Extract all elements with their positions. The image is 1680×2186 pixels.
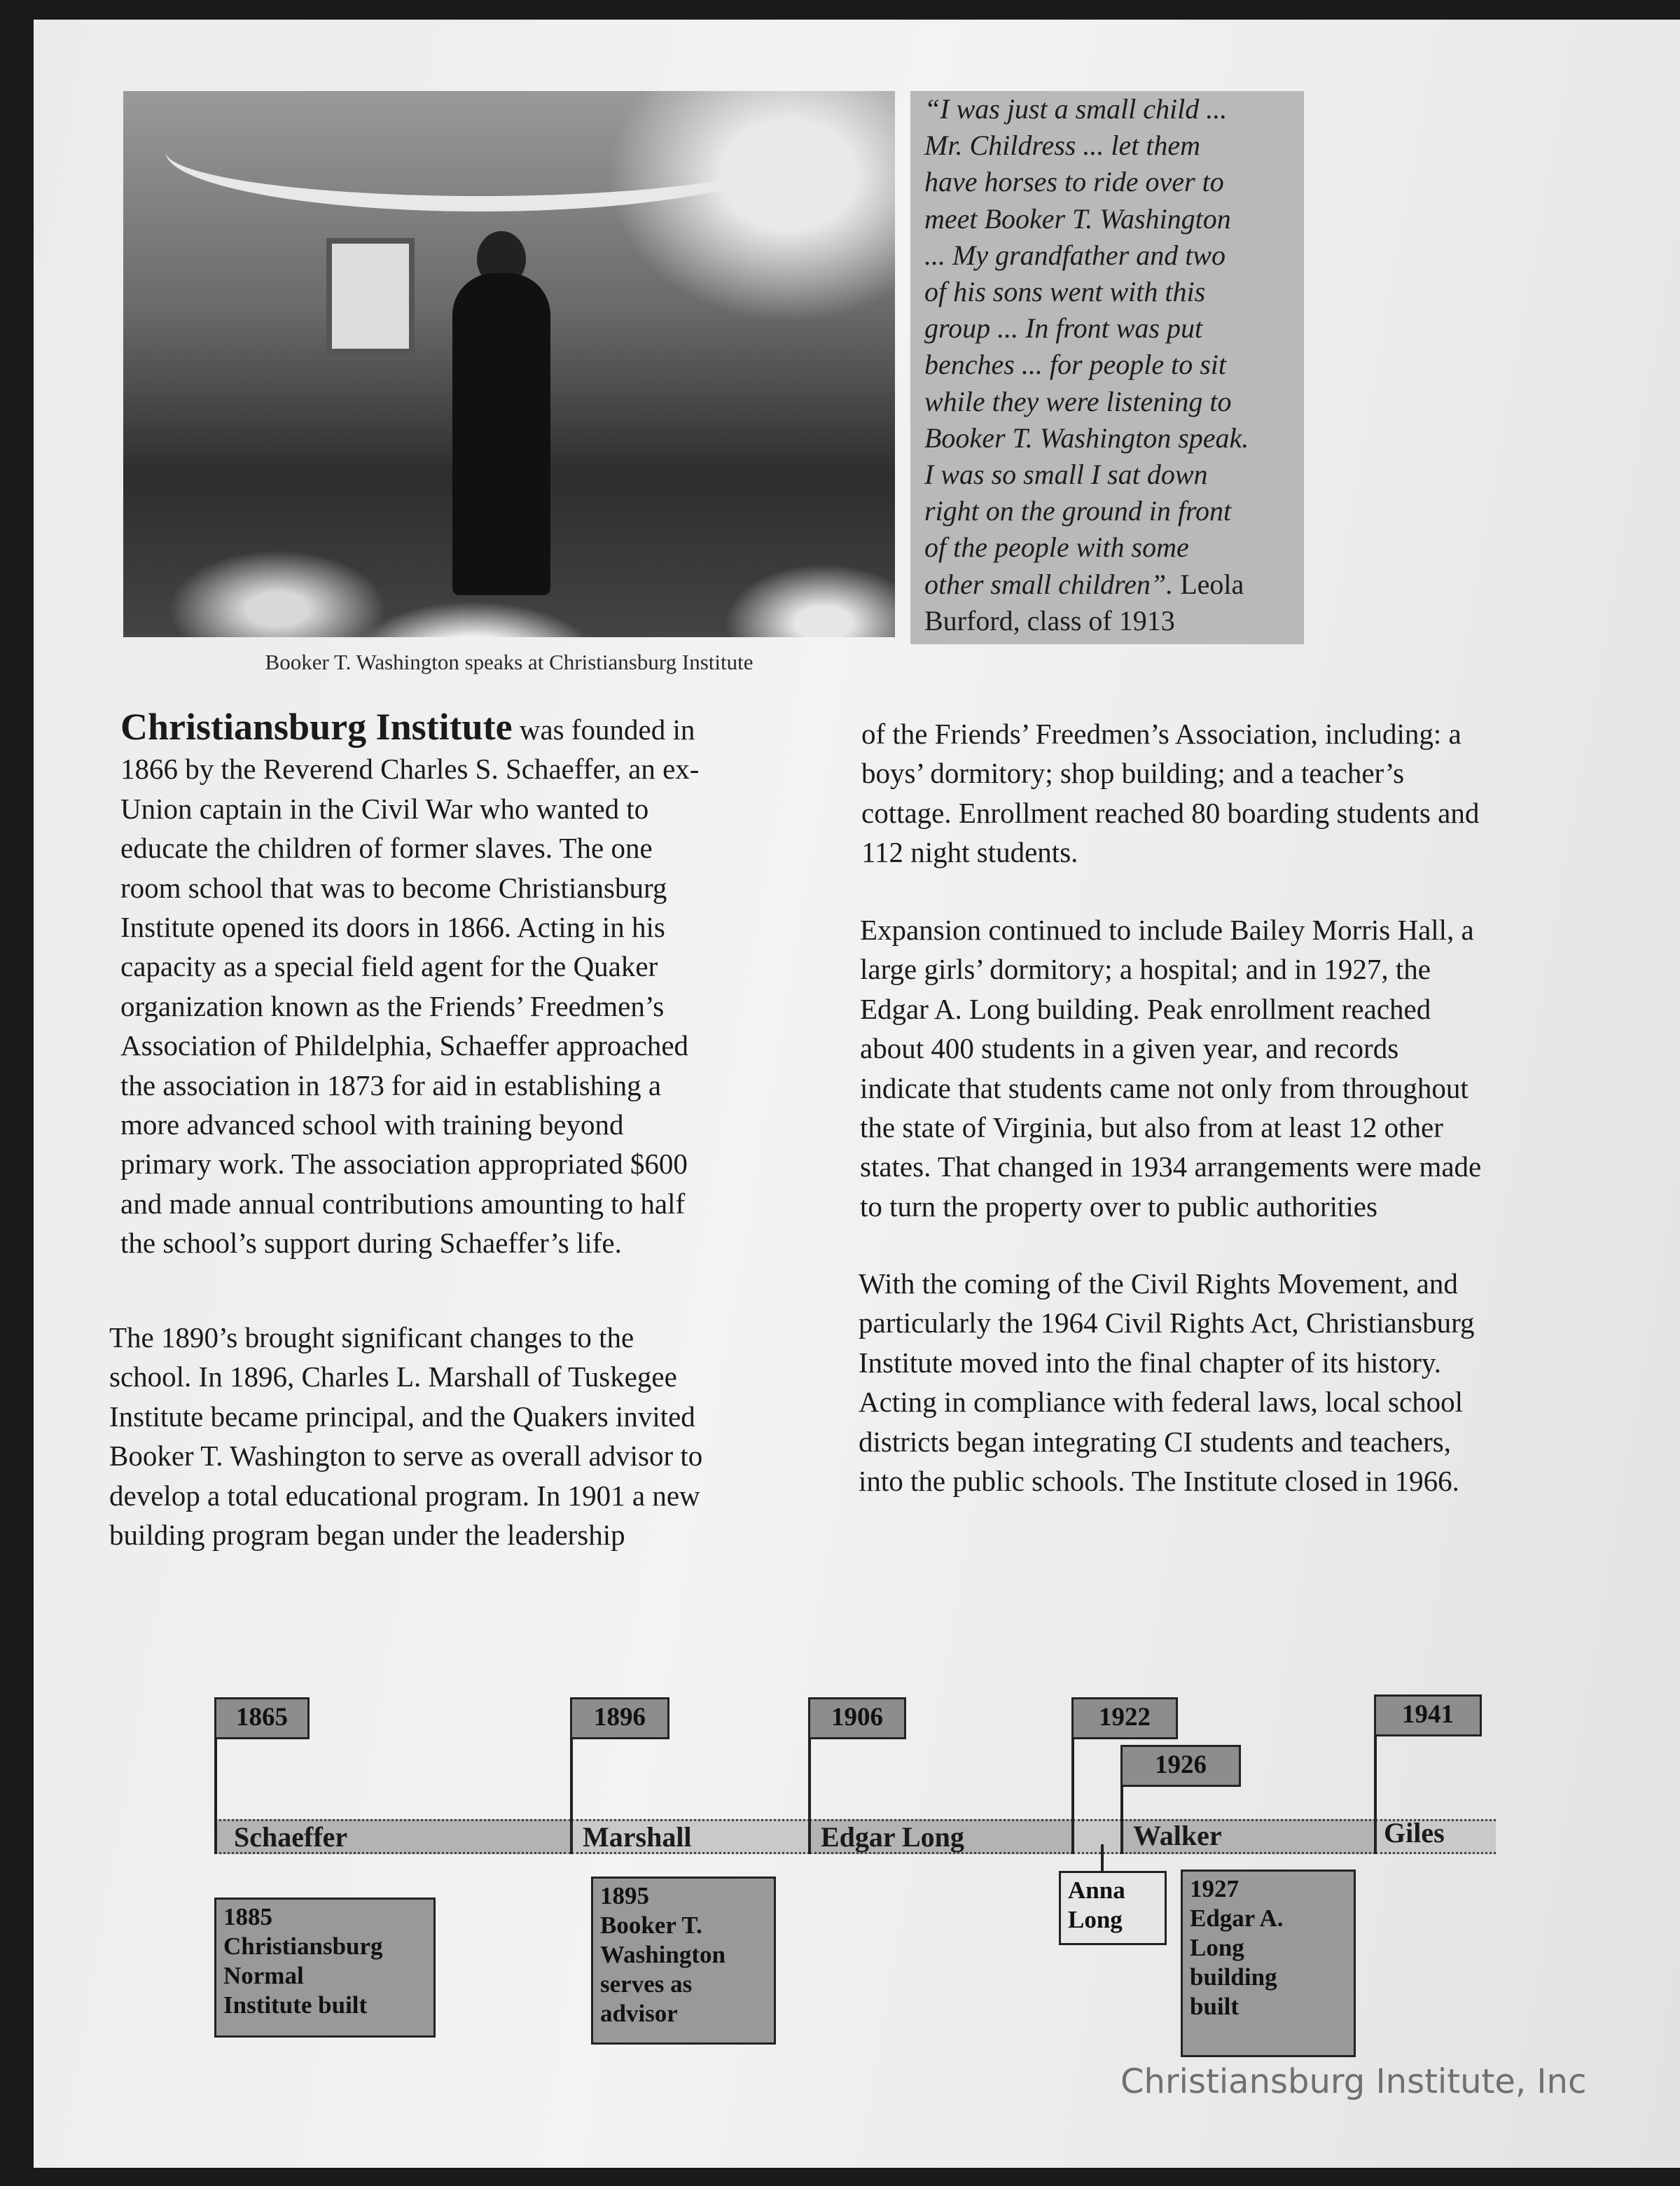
era-label-schaeffer: Schaeffer [234,1821,348,1853]
era-label-edgar-long: Edgar Long [821,1821,964,1853]
year-flag-1922: 1922 [1071,1697,1178,1739]
watermark: Christiansburg Institute, Inc [1120,2062,1587,2101]
event-1895-washington-advisor: 1895 Booker T. Washington serves as advisor [591,1877,776,2045]
photo-speaker-figure [452,273,550,595]
photo-bunting [165,91,796,211]
event-1927-long-building: 1927 Edgar A. Long building built [1181,1870,1356,2057]
article-left-paragraph-1 [120,707,821,1263]
quote-box [910,91,1304,644]
year-flag-1906: 1906 [808,1697,906,1739]
photo-window [326,238,415,354]
article-left-p1-first: was founded in [512,713,695,746]
event-anna-long: Anna Long [1059,1871,1167,1945]
booker-washington-photo [123,91,895,637]
article-right-paragraph-1: of the Friends’ Freedmen’s Association, including: a boys’ dormitory; shop building; and a teacher’s cottage. Enrollment reached 80 boarding students and 112 night students. [861,718,1480,869]
quote-text [924,91,1304,639]
year-flag-1926: 1926 [1120,1745,1241,1787]
timeline-bar-anna-long [1073,1819,1122,1854]
quote-body: “I was just a small child ... Mr. Childress ... let them have horses to ride over to meet Booker T. Washington ... My grandfather and two of his sons went with this group ... In front was put benches ... for people to sit while they were listening to Booker T. Washington speak. I was so small I sat down right on the ground in front of the people with some other small children”. [924,93,1249,600]
era-label-walker: Walker [1133,1820,1222,1851]
event-1885-normal-institute: 1885 Christiansburg Normal Institute built [214,1898,436,2038]
quote-attribution-class: Burford, class of 1913 [924,604,1175,636]
timeline-pole-anna-long [1101,1844,1104,1871]
article-right-paragraph-2: Expansion continued to include Bailey Morris Hall, a large girls’ dormitory; a hospital; and in 1927, the Edgar A. Long building. Peak enrollment reached about 400 students in a given year, and records indicate that students came not only from throughout the state of Virginia, but also from at least 12 other states. That changed in 1934 arrangements were made to turn the property over to public authorities [860,914,1482,1223]
year-flag-1865: 1865 [214,1697,310,1739]
quote-attribution-name: Leola [1173,568,1244,600]
year-flag-1941: 1941 [1374,1694,1482,1736]
era-label-marshall: Marshall [583,1821,692,1853]
photo-caption: Booker T. Washington speaks at Christiansburg Institute [265,650,754,674]
era-label-giles: Giles [1384,1817,1445,1849]
article-left-p1-rest: 1866 by the Reverend Charles S. Schaeffer, an ex- Union captain in the Civil War who wanted to educate the children of former slaves. The one room school that was to become Christiansburg Institute opened its doors in 1866. Acting in his capacity as a special field agent for the Quaker organization known as the Friends’ Freedmen’s Association of Phildelphia, Schaeffer approached the association in 1873 for aid in establishing a more advanced school with training beyond primary work. The association appropriated $600 and made annual contributions amounting to half the school’s support during Schaeffer’s life. [120,753,700,1260]
year-flag-1896: 1896 [570,1697,669,1739]
article-right-paragraph-3: With the coming of the Civil Rights Movement, and particularly the 1964 Civil Rights Act, Christiansburg Institute moved into the final chapter of its history. Acting in compliance with federal laws, local school districts began integrating CI students and teachers, into the public schools. The Institute closed in 1966. [859,1267,1475,1498]
article-title: Christiansburg Institute [120,706,513,748]
article-left-paragraph-2: The 1890’s brought significant changes to the school. In 1896, Charles L. Marshall of Tuskegee Institute became principal, and the Quakers invited Booker T. Washington to serve as overall advisor to develop a total educational program. In 1901 a new building program began under the leadership [109,1321,703,1552]
